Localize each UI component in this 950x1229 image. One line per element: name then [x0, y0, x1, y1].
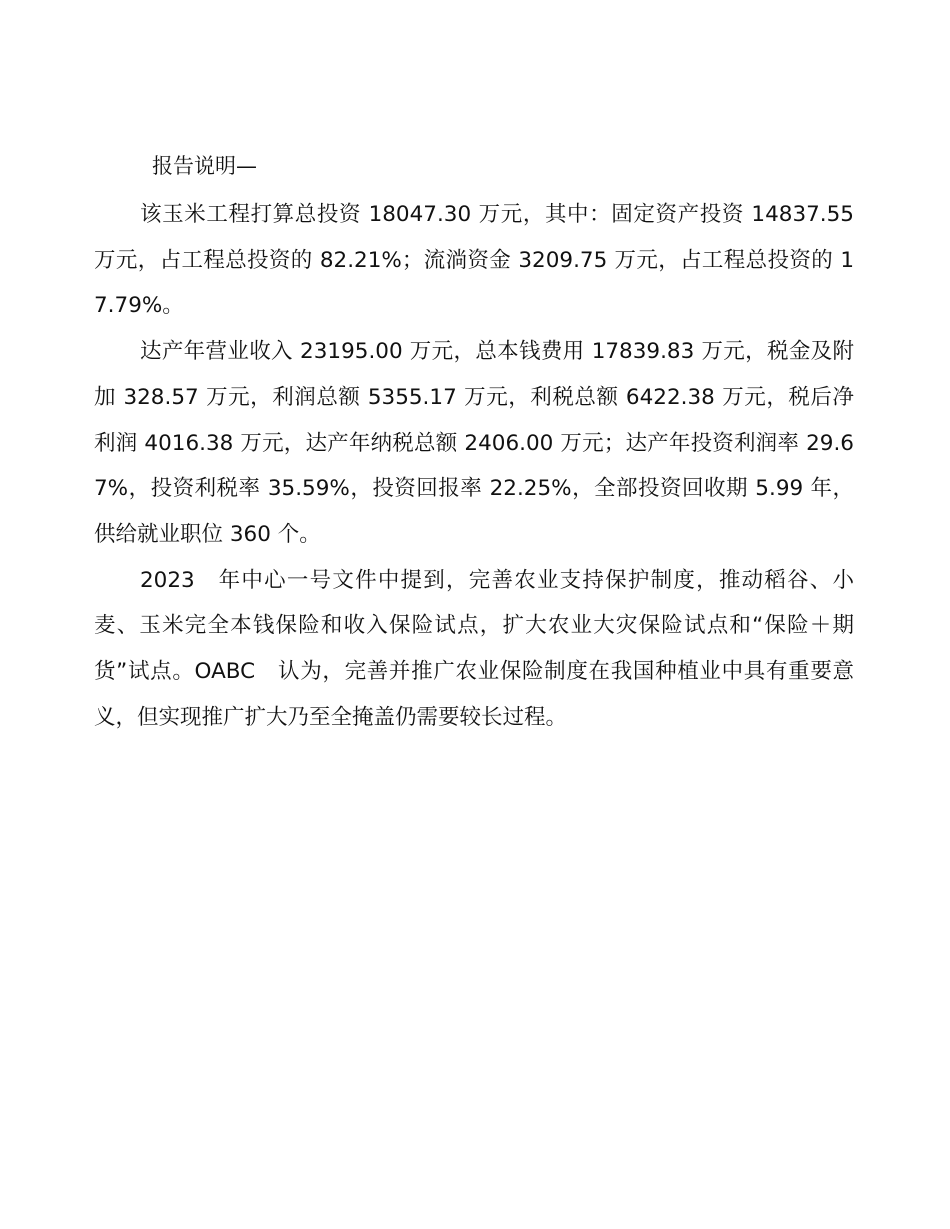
section-heading: 报告说明—: [152, 154, 257, 178]
document-body: [94, 148, 854, 740]
paragraph-investment: 该玉米工程打算总投资 18047.30 万元，其中：固定资产投资 14837.55 万元，占工程总投资的 82.21%；流淌资金 3209.75 万元，占工程总投资的 17.79%。: [94, 202, 854, 319]
paragraph-revenue: 达产年营业收入 23195.00 万元，总本钱费用 17839.83 万元，税金及附加 328.57 万元，利润总额 5355.17 万元，利税总额 6422.38 万元，税后净利润 4016.38 万元，达产年纳税总额 2406.00 万元；达产年投资利润率 29.67%，投资利税率 35.59%，投资回报率 22.25%，全部投资回收期 5.99 年，供给就业职位 360 个。: [94, 339, 854, 547]
paragraph-policy: 2023 年中心一号文件中提到，完善农业支持保护制度，推动稻谷、小麦、玉米完全本钱保险和收入保险试点，扩大农业大灾保险试点和“保险＋期货”试点。OABC 认为，完善并推广农业保险制度在我国种植业中具有重要意义，但实现推广扩大乃至全掩盖仍需要较长过程。: [94, 567, 854, 730]
